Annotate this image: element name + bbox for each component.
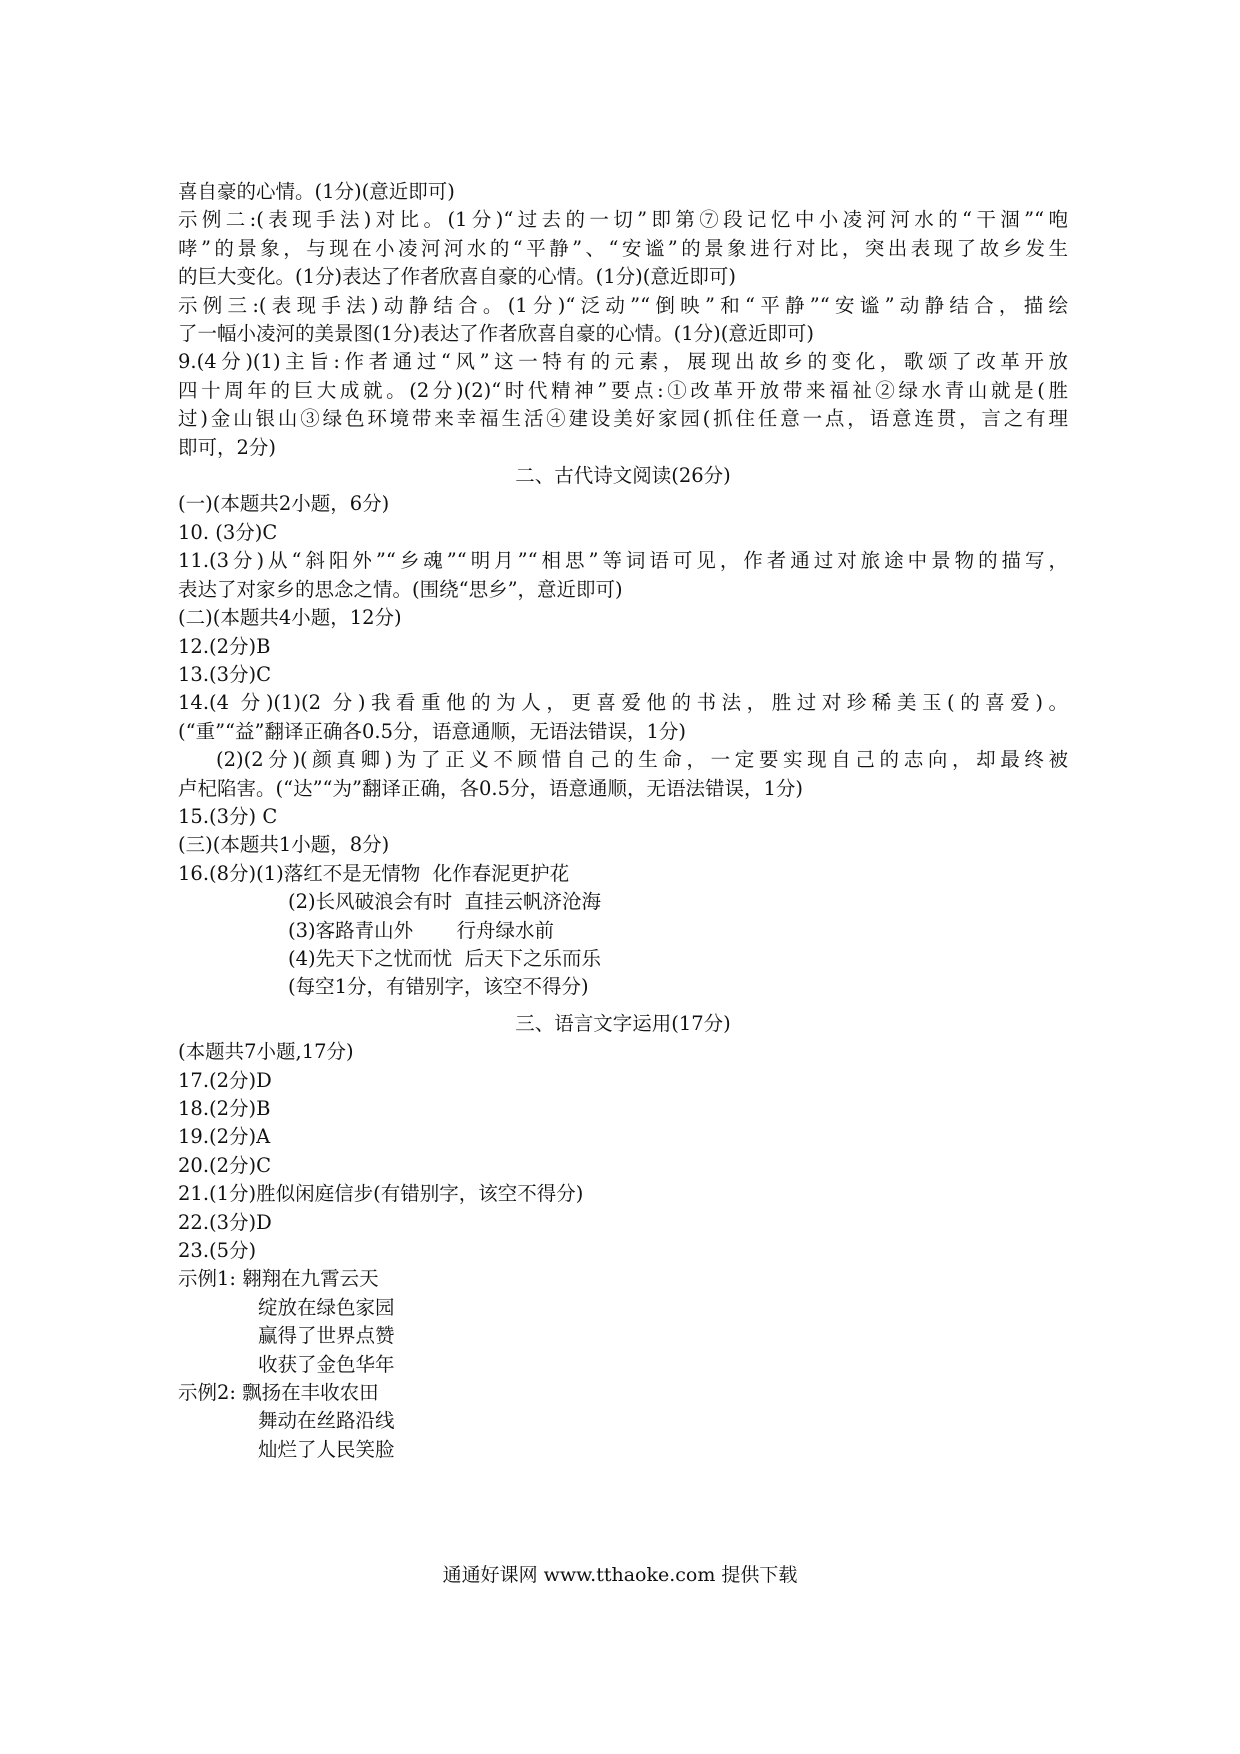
answer-line: 10. (3分)C bbox=[178, 520, 278, 544]
answer-line: 11.(3分)从“斜阳外”“乡魂”“明月”“相思”等词语可见，作者通过对旅途中景物的描写， bbox=[178, 549, 1068, 573]
answer-line: 23.(5分) bbox=[178, 1239, 257, 1263]
text-line: 四十周年的巨大成就。(2分)(2)“时代精神”要点:①改革开放带来福祉②绿水青山就是(胜 bbox=[178, 378, 1068, 402]
text-line: 的巨大变化。(1分)表达了作者欣喜自豪的心情。(1分)(意近即可) bbox=[178, 265, 736, 289]
footer-watermark: 通通好课网 www.tthaoke.com 提供下载 bbox=[442, 1564, 798, 1586]
subsection-heading: (二)(本题共4小题，12分) bbox=[178, 606, 402, 630]
text-line: 过)金山银山③绿色环境带来幸福生活④建设美好家园(抓住任意一点，语意连贯，言之有理 bbox=[178, 407, 1068, 431]
answer-line: 15.(3分) C bbox=[178, 804, 278, 828]
answer-line: (3)客路青山外 行舟绿水前 bbox=[288, 918, 555, 942]
text-line: (“重”“益”翻译正确各0.5分，语意通顺，无语法错误，1分) bbox=[178, 719, 687, 743]
text-line: 卢杞陷害。(“达”“为”翻译正确，各0.5分，语意通顺，无语法错误，1分) bbox=[178, 776, 804, 800]
answer-line: 18.(2分)B bbox=[178, 1097, 271, 1120]
text-line: 喜自豪的心情。(1分)(意近即可) bbox=[178, 180, 455, 203]
section-heading: 二、古代诗文阅读(26分) bbox=[515, 464, 731, 488]
text-line: 即可，2分) bbox=[178, 435, 277, 459]
example-line: 示例2: 飘扬在丰收农田 bbox=[178, 1381, 379, 1405]
answer-line: 17.(2分)D bbox=[178, 1068, 272, 1092]
answer-line: 16.(8分)(1)落红不是无情物 化作春泥更护花 bbox=[178, 861, 570, 885]
text-line: 了一幅小凌河的美景图(1分)表达了作者欣喜自豪的心情。(1分)(意近即可) bbox=[178, 322, 814, 346]
answer-line: 19.(2分)A bbox=[178, 1125, 271, 1149]
answer-line: 21.(1分)胜似闲庭信步(有错别字，该空不得分) bbox=[178, 1182, 584, 1206]
section-heading: 三、语言文字运用(17分) bbox=[515, 1011, 731, 1035]
example-line: 灿烂了人民笑脸 bbox=[258, 1437, 395, 1461]
example-line: 赢得了世界点赞 bbox=[258, 1324, 395, 1348]
answer-line: 14.(4 分)(1)(2 分)我看重他的为人，更喜爱他的书法，胜过对珍稀美玉(的喜爱)。 bbox=[178, 691, 1068, 715]
answer-line: 12.(2分)B bbox=[178, 634, 271, 658]
answer-content bbox=[178, 178, 1068, 1464]
example-line: 舞动在丝路沿线 bbox=[258, 1409, 395, 1433]
answer-note: (每空1分，有错别字，该空不得分) bbox=[288, 975, 589, 999]
example-line: 绽放在绿色家园 bbox=[258, 1295, 395, 1319]
answer-line: 20.(2分)C bbox=[178, 1153, 272, 1177]
subsection-heading: (本题共7小题,17分) bbox=[178, 1040, 354, 1064]
text-line: (2)(2分)(颜真卿)为了正义不顾惜自己的生命，一定要实现自己的志向，却最终被 bbox=[216, 748, 1068, 772]
subsection-heading: (三)(本题共1小题，8分) bbox=[178, 833, 390, 857]
text-line: 示例二:(表现手法)对比。(1分)“过去的一切”即第⑦段记忆中小凌河河水的“干涸”“咆 bbox=[178, 208, 1068, 232]
example-line: 收获了金色华年 bbox=[258, 1352, 395, 1376]
answer-line: 22.(3分)D bbox=[178, 1210, 272, 1234]
answer-line: 13.(3分)C bbox=[178, 662, 272, 686]
text-line: 表达了对家乡的思念之情。(围绕“思乡”，意近即可) bbox=[178, 577, 623, 601]
subsection-heading: (一)(本题共2小题，6分) bbox=[178, 492, 390, 516]
text-line: 9.(4分)(1)主旨:作者通过“风”这一特有的元素，展现出故乡的变化，歌颂了改革开放 bbox=[178, 350, 1068, 374]
answer-line: (4)先天下之忧而忧 后天下之乐而乐 bbox=[288, 946, 602, 970]
text-line: 哮”的景象，与现在小凌河河水的“平静”、“安谧”的景象进行对比，突出表现了故乡发生 bbox=[178, 236, 1068, 260]
answer-line: (2)长风破浪会有时 直挂云帆济沧海 bbox=[288, 890, 602, 914]
text-line: 示例三:(表现手法)动静结合。(1分)“泛动”“倒映”和“平静”“安谧”动静结合，描绘 bbox=[178, 293, 1068, 317]
example-line: 示例1: 翱翔在九霄云天 bbox=[178, 1267, 379, 1291]
